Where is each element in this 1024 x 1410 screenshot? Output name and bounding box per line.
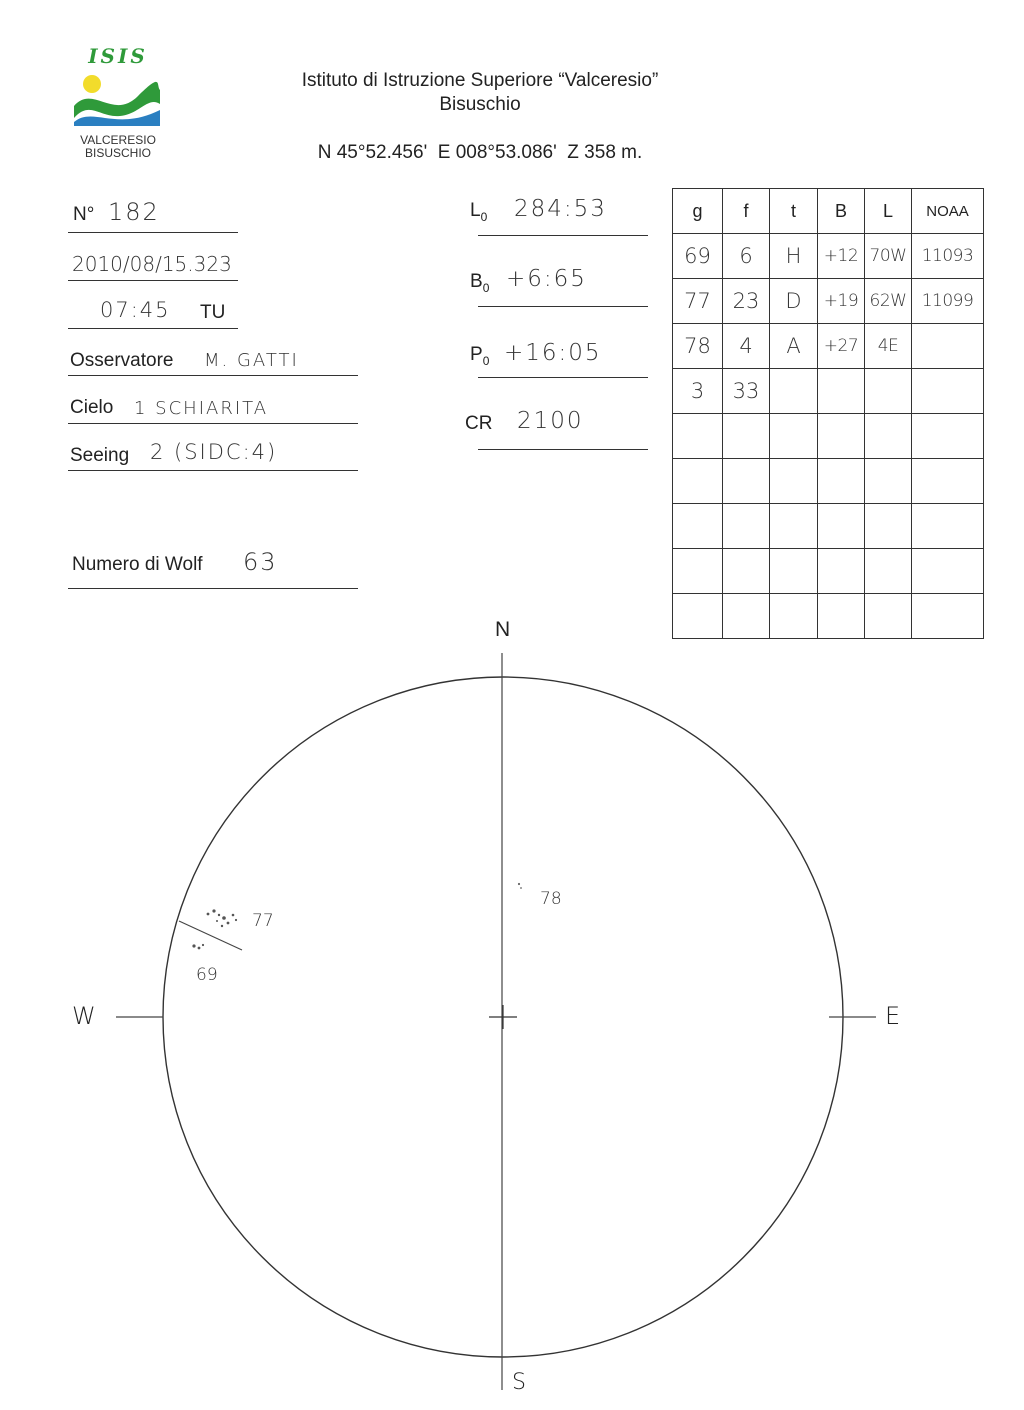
observer-name: M. GATTI — [204, 350, 299, 371]
west-label: W — [72, 1002, 96, 1030]
header-t: t — [770, 189, 818, 234]
group-label-77: 77 — [252, 911, 274, 931]
group-label-78: 78 — [540, 889, 562, 909]
sky-label: Cielo — [70, 397, 114, 418]
header-b: B — [818, 189, 865, 234]
p0-value: +16:05 — [504, 340, 602, 366]
time-unit-label: TU — [200, 302, 226, 323]
cell-b: +12 — [818, 234, 865, 279]
header-f: f — [723, 189, 770, 234]
header-g: g — [673, 189, 723, 234]
cell-l: 70W — [865, 234, 912, 279]
sunspot-group-78 — [518, 883, 522, 889]
cell-b: +27 — [818, 324, 865, 369]
south-label: S — [512, 1370, 526, 1395]
b0-value: +6:65 — [506, 266, 587, 292]
cell-f: 23 — [723, 279, 770, 324]
cell-f: 4 — [723, 324, 770, 369]
cell-noaa: 11093 — [912, 234, 984, 279]
observation-number-value: 182 — [108, 198, 160, 226]
observation-date: 2010/08/15.323 — [72, 252, 232, 276]
cell-t: H — [770, 234, 818, 279]
institute-title: Istituto di Istruzione Superiore “Valceresio” — [301, 70, 659, 91]
wolf-number-value: 63 — [243, 548, 278, 576]
cell-f: 6 — [723, 234, 770, 279]
cell-l: 62W — [865, 279, 912, 324]
carrington-rotation-value: 2100 — [517, 408, 584, 434]
group-separator-line — [179, 921, 242, 950]
group-label-69: 69 — [196, 965, 218, 985]
observation-time: 07:45 — [100, 298, 171, 322]
logo-line1: VALCERESIO — [80, 133, 156, 147]
cell-noaa: 11099 — [912, 279, 984, 324]
sky-value: 1 SCHIARITA — [134, 398, 269, 419]
cell-t: D — [770, 279, 818, 324]
sunspot-group-69 — [192, 944, 204, 949]
carrington-rotation-label: CR — [465, 413, 493, 434]
l0-value: 284:53 — [514, 196, 607, 222]
institute-town: Bisuschio — [439, 94, 521, 115]
header-noaa: NOAA — [912, 189, 984, 234]
observer-label: Osservatore — [70, 350, 174, 371]
station-coordinates: N 45°52.456' E 008°53.086' Z 358 m. — [317, 142, 643, 163]
header-l: L — [865, 189, 912, 234]
north-label: N — [495, 618, 511, 641]
p0-label: $P_0$ — [470, 344, 490, 368]
l0-label: $L_0$ — [470, 200, 488, 224]
cell-f: 33 — [723, 369, 770, 414]
logo-acronym: ISIS — [88, 44, 148, 68]
sunspot-group-77 — [207, 909, 237, 927]
cell-t: A — [770, 324, 818, 369]
seeing-value: 2 (SIDC:4) — [150, 440, 278, 464]
logo-line2: BISUSCHIO — [84, 146, 151, 160]
cell-g: 77 — [673, 279, 723, 324]
cell-g: 3 — [673, 369, 723, 414]
cell-g: 69 — [673, 234, 723, 279]
east-label: E — [885, 1002, 901, 1030]
cell-g: 78 — [673, 324, 723, 369]
cell-l: 4E — [865, 324, 912, 369]
cell-b: +19 — [818, 279, 865, 324]
seeing-label: Seeing — [70, 445, 130, 466]
observation-number-label: N° — [73, 204, 95, 225]
b0-label: $B_0$ — [470, 271, 490, 295]
wolf-number-label: Numero di Wolf — [72, 554, 203, 575]
